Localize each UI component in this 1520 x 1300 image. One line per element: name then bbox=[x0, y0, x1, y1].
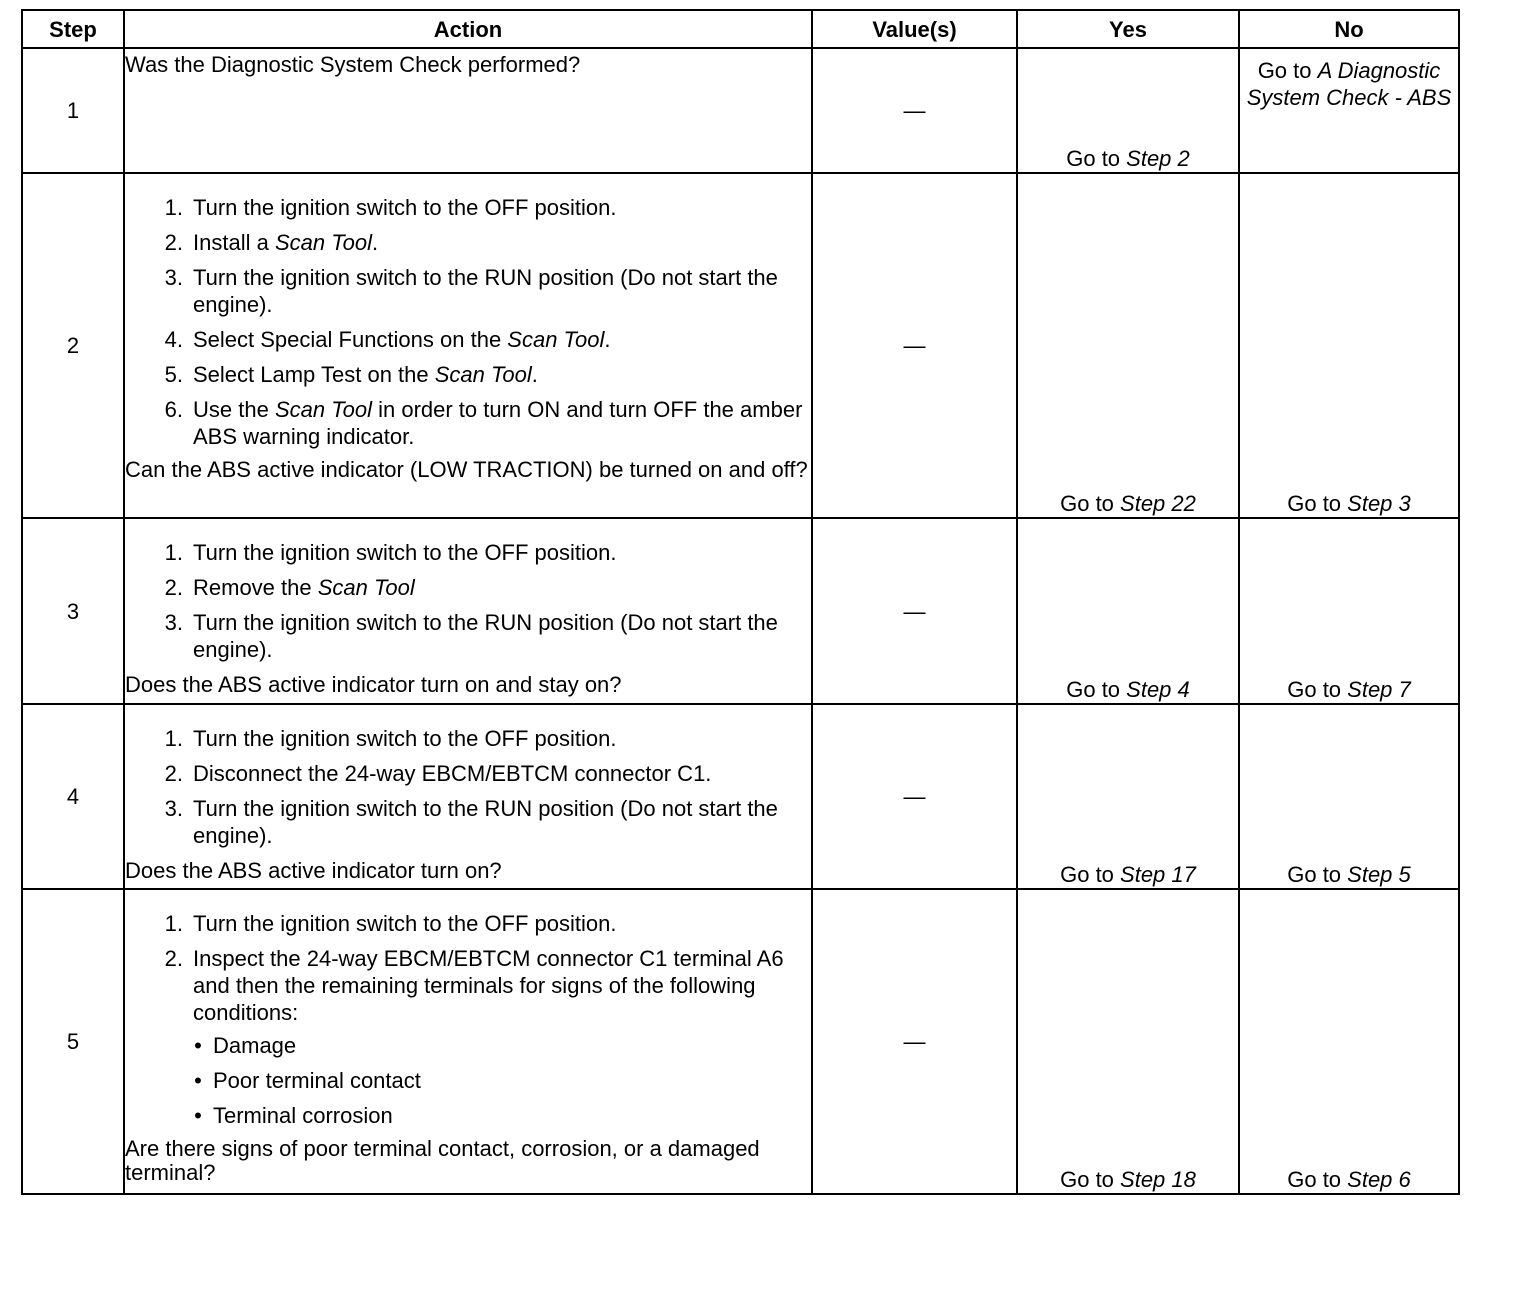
action-cell bbox=[124, 518, 812, 704]
yes-target: Step 17 bbox=[1120, 862, 1196, 887]
step-number: 4 bbox=[22, 704, 124, 889]
yes-target: Step 22 bbox=[1120, 491, 1196, 516]
substep: 1. Turn the ignition switch to the OFF position. bbox=[164, 195, 617, 220]
action-cell bbox=[124, 173, 812, 518]
condition-item: • Terminal corrosion bbox=[194, 1103, 393, 1128]
yes-target: Step 4 bbox=[1126, 677, 1190, 702]
question-text: Does the ABS active indicator turn on? bbox=[125, 858, 502, 883]
yes-prefix: Go to bbox=[1060, 862, 1121, 887]
no-cell bbox=[1239, 173, 1459, 518]
diagnostic-table bbox=[21, 9, 1460, 1195]
header-no: No bbox=[1239, 10, 1459, 48]
substep-list bbox=[125, 194, 811, 450]
yes-cell bbox=[1017, 518, 1239, 704]
table-row bbox=[22, 518, 1459, 704]
step-number: 1 bbox=[22, 48, 124, 173]
step-number: 2 bbox=[22, 173, 124, 518]
table-row bbox=[22, 173, 1459, 518]
header-values: Value(s) bbox=[812, 10, 1017, 48]
yes-cell bbox=[1017, 173, 1239, 518]
condition-item: • Poor terminal contact bbox=[194, 1068, 421, 1093]
table-row bbox=[22, 48, 1459, 173]
substep: 1. Turn the ignition switch to the OFF position. bbox=[164, 911, 617, 936]
action-cell bbox=[124, 704, 812, 889]
no-prefix: Go to bbox=[1257, 58, 1318, 83]
action-cell bbox=[124, 889, 812, 1194]
substep: 6. Use the Scan Tool in order to turn ON and turn OFF the amber ABS warning indicator. bbox=[164, 397, 803, 449]
no-cell bbox=[1239, 704, 1459, 889]
yes-target: Step 2 bbox=[1126, 146, 1190, 171]
step-number: 5 bbox=[22, 889, 124, 1194]
no-target: Step 5 bbox=[1347, 862, 1411, 887]
question-text: Are there signs of poor terminal contact, corrosion, or a damaged terminal? bbox=[125, 1136, 760, 1185]
question-text: Does the ABS active indicator turn on and stay on? bbox=[125, 672, 622, 697]
no-target: A Diagnostic System Check - ABS bbox=[1246, 58, 1452, 110]
yes-prefix: Go to bbox=[1066, 677, 1127, 702]
substep: 3. Turn the ignition switch to the RUN position (Do not start the engine). bbox=[164, 796, 778, 848]
question-text: Was the Diagnostic System Check performed? bbox=[125, 52, 581, 77]
substep: 5. Select Lamp Test on the Scan Tool. bbox=[164, 362, 538, 387]
yes-cell bbox=[1017, 704, 1239, 889]
substep: 3. Turn the ignition switch to the RUN position (Do not start the engine). bbox=[164, 610, 778, 662]
no-target: Step 7 bbox=[1347, 677, 1411, 702]
yes-prefix: Go to bbox=[1066, 146, 1127, 171]
header-row bbox=[22, 10, 1459, 48]
no-cell bbox=[1239, 48, 1459, 173]
substep-list bbox=[125, 539, 811, 663]
value-cell: — bbox=[812, 704, 1017, 889]
yes-prefix: Go to bbox=[1060, 491, 1121, 516]
no-prefix: Go to bbox=[1287, 1167, 1348, 1192]
substep: 2. Install a Scan Tool. bbox=[164, 230, 379, 255]
question-text: Can the ABS active indicator (LOW TRACTION) be turned on and off? bbox=[125, 457, 808, 482]
header-step: Step bbox=[22, 10, 124, 48]
no-prefix: Go to bbox=[1287, 677, 1348, 702]
value-cell: — bbox=[812, 48, 1017, 173]
value-cell: — bbox=[812, 518, 1017, 704]
substep: 3. Turn the ignition switch to the RUN position (Do not start the engine). bbox=[164, 265, 778, 317]
substep: 1. Turn the ignition switch to the OFF position. bbox=[164, 540, 617, 565]
condition-list bbox=[125, 1032, 811, 1129]
action-cell bbox=[124, 48, 812, 173]
step-number: 3 bbox=[22, 518, 124, 704]
no-cell bbox=[1239, 889, 1459, 1194]
substep: 2. Remove the Scan Tool bbox=[164, 575, 415, 600]
yes-target: Step 18 bbox=[1120, 1167, 1196, 1192]
substep: 2. Inspect the 24-way EBCM/EBTCM connector C1 terminal A6 and then the remaining terminals for signs of the following conditions: bbox=[164, 946, 784, 1025]
substep: 1. Turn the ignition switch to the OFF position. bbox=[164, 726, 617, 751]
no-target: Step 3 bbox=[1347, 491, 1411, 516]
value-cell: — bbox=[812, 173, 1017, 518]
substep-list bbox=[125, 725, 811, 849]
condition-item: • Damage bbox=[194, 1033, 297, 1058]
substep-list bbox=[125, 910, 811, 1026]
substep: 4. Select Special Functions on the Scan Tool. bbox=[164, 327, 611, 352]
no-prefix: Go to bbox=[1287, 491, 1348, 516]
yes-cell bbox=[1017, 889, 1239, 1194]
no-target: Step 6 bbox=[1347, 1167, 1411, 1192]
no-cell bbox=[1239, 518, 1459, 704]
yes-prefix: Go to bbox=[1060, 1167, 1121, 1192]
header-action: Action bbox=[124, 10, 812, 48]
no-prefix: Go to bbox=[1287, 862, 1348, 887]
header-yes: Yes bbox=[1017, 10, 1239, 48]
table-row bbox=[22, 889, 1459, 1194]
value-cell: — bbox=[812, 889, 1017, 1194]
substep: 2. Disconnect the 24-way EBCM/EBTCM connector C1. bbox=[164, 761, 712, 786]
yes-cell bbox=[1017, 48, 1239, 173]
table-row bbox=[22, 704, 1459, 889]
